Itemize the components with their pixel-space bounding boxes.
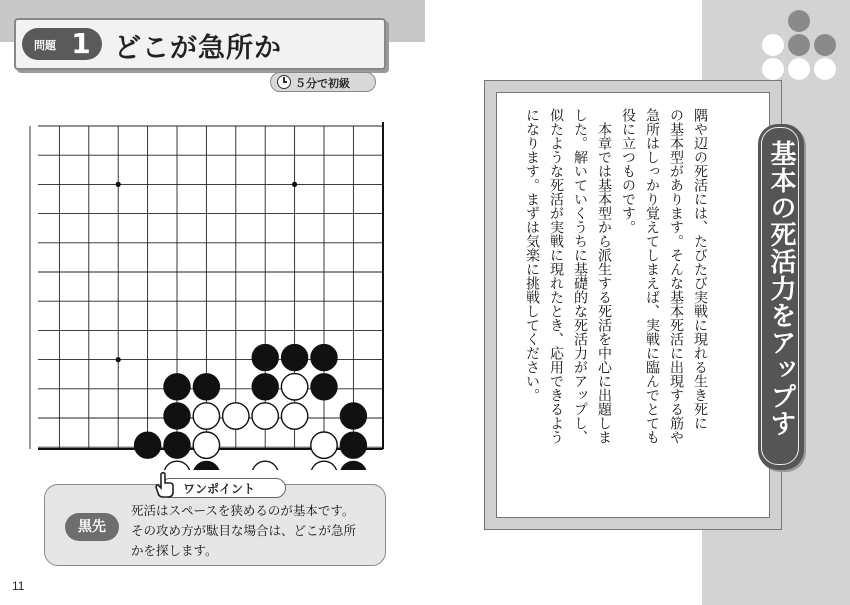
problem-word: 問題 bbox=[34, 39, 56, 52]
one-point-label: ワンポイント bbox=[183, 482, 256, 496]
level-label: ５分で初級 bbox=[295, 77, 350, 90]
intro-column: 役に立つものです。 bbox=[620, 108, 636, 234]
tip-line: 死活はスペースを狭めるのが基本です。 bbox=[131, 503, 355, 518]
black-stone bbox=[281, 344, 307, 370]
star-point bbox=[116, 357, 121, 362]
decor-stone bbox=[814, 34, 836, 56]
decor-stone bbox=[788, 10, 810, 32]
black-stone bbox=[193, 374, 219, 400]
tip-line: かを探します。 bbox=[131, 543, 218, 558]
decor-stone bbox=[814, 58, 836, 80]
problem-number: 1 bbox=[71, 27, 91, 60]
black-stone bbox=[311, 374, 337, 400]
black-stone bbox=[252, 374, 278, 400]
white-stone bbox=[193, 403, 219, 429]
tip-line: その攻め方が駄目な場合は、どこが急所 bbox=[131, 523, 357, 538]
intro-column: した。解いていくうちに基礎的な死活力がアップし、 bbox=[572, 108, 588, 444]
black-stone bbox=[252, 344, 278, 370]
decorative-stones bbox=[760, 10, 840, 82]
white-stone bbox=[164, 461, 190, 470]
intro-column: 急所はしっかり覚えてしまえば、実戦に臨んでとても bbox=[644, 108, 660, 444]
intro-column: 本章では基本型から派生する死活を中心に出題しま bbox=[596, 108, 612, 444]
star-point bbox=[292, 182, 297, 187]
chapter-title-badge bbox=[730, 124, 804, 470]
star-point bbox=[116, 182, 121, 187]
decor-stone bbox=[762, 58, 784, 80]
black-stone bbox=[164, 432, 190, 458]
black-stone bbox=[311, 344, 337, 370]
intro-column: 似たような死活が実戦に現れたとき、応用できるよう bbox=[548, 108, 564, 444]
pointing-hand-icon bbox=[153, 471, 177, 499]
white-stone bbox=[311, 432, 337, 458]
chapter-title: 基本の死活力をアップする bbox=[730, 140, 796, 437]
page-number: 11 bbox=[12, 579, 25, 593]
tip-text bbox=[131, 501, 381, 561]
intro-column: 隅や辺の死活には、たびたび実戦に現れる生き死に bbox=[692, 108, 708, 430]
white-stone bbox=[281, 374, 307, 400]
white-stone bbox=[252, 403, 278, 429]
black-stone bbox=[340, 461, 366, 470]
go-board bbox=[0, 0, 425, 470]
white-stone bbox=[193, 432, 219, 458]
black-stone bbox=[193, 461, 219, 470]
decor-stone bbox=[762, 34, 784, 56]
black-stone bbox=[164, 374, 190, 400]
white-stone bbox=[311, 461, 337, 470]
intro-column: になります。まずは気楽に挑戦してください。 bbox=[524, 108, 540, 402]
white-stone bbox=[223, 403, 249, 429]
decor-stone bbox=[788, 58, 810, 80]
white-stone bbox=[281, 403, 307, 429]
black-stone bbox=[134, 432, 160, 458]
black-stone bbox=[164, 403, 190, 429]
chapter-intro-text bbox=[520, 108, 712, 498]
black-first-badge: 黒先 bbox=[65, 513, 119, 541]
one-point-tab bbox=[160, 478, 286, 498]
decor-stone bbox=[788, 34, 810, 56]
white-stone bbox=[252, 461, 278, 470]
intro-column: の基本型があります。そんな基本死活に出現する筋や bbox=[668, 108, 684, 444]
black-stone bbox=[340, 403, 366, 429]
black-stone bbox=[340, 432, 366, 458]
problem-title: どこが急所か bbox=[114, 33, 282, 64]
